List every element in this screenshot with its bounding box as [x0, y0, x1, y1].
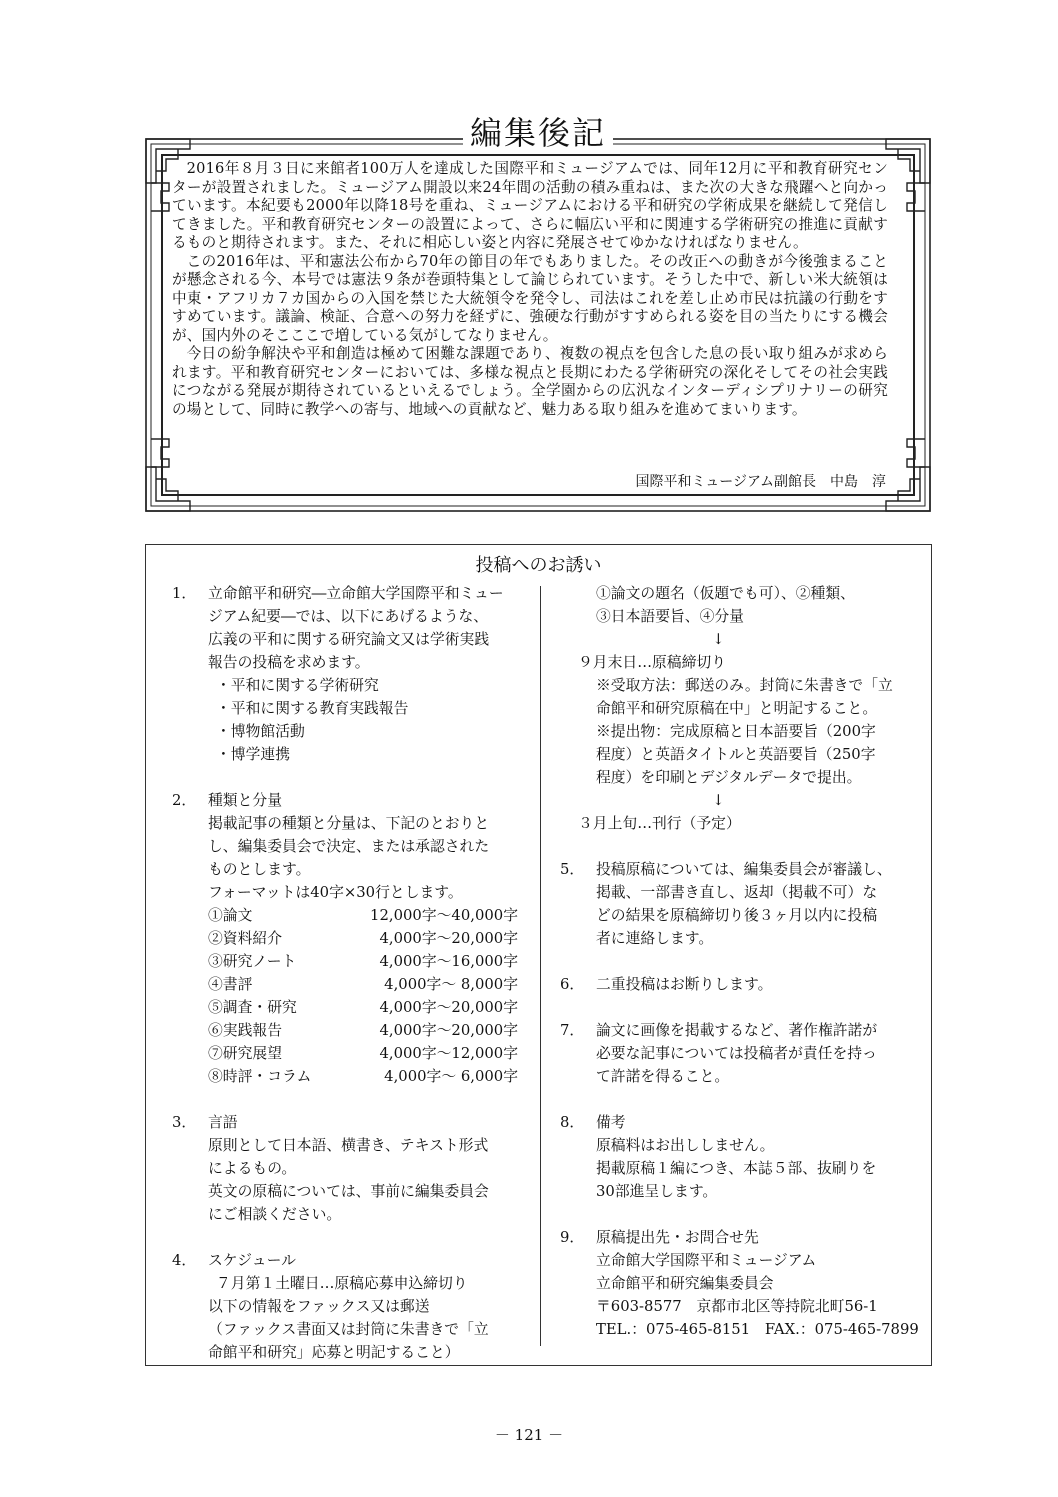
left-column [172, 582, 527, 1364]
section-number: 8． [560, 1114, 585, 1131]
schedule-publish: ３月上旬…刊行（予定） [578, 815, 741, 832]
schedule-note: ※提出物：完成原稿と日本語要旨（200字 [596, 723, 876, 740]
schedule-note: 程度）と英語タイトルと英語要旨（250字 [596, 746, 876, 763]
section-text: 者に連絡します。 [596, 930, 714, 947]
column-divider [540, 586, 541, 1346]
category-length: 4,000字～16,000字 [379, 953, 518, 970]
call-for-papers-title: 投稿へのお誘い [475, 555, 602, 576]
section-text: 以下の情報をファックス又は郵送 [208, 1298, 430, 1315]
category-name: ④書評 [208, 976, 253, 993]
afterword-paragraph: 2016年８月３日に来館者100万人を達成した国際平和ミュージアムでは、同年12月に平和教育研究センターが設置されました。ミュージアム開設以来24年間の活動の積み重ねは、また次の大きな飛躍へと向かっています。本紀要も2000年以降18号を重ね、ミュージアムにおける平和研究の学術成果を継続して発信してきました。平和教育研究センターの設置によって、さらに幅広い平和に関連する学術研究の推進に貢献するものと期待されます。また、それに相応しい姿と内容に発展させてゆかなければなりません。 [172, 160, 888, 251]
category-name: ③研究ノート [208, 953, 297, 970]
bullet-item: ・博学連携 [216, 746, 290, 763]
schedule-note: 程度）を印刷とデジタルデータで提出。 [596, 769, 862, 786]
section-8 [560, 1111, 915, 1134]
contact-line: 立命館大学国際平和ミュージアム [596, 1252, 817, 1269]
section-7 [560, 1019, 915, 1042]
section-6 [560, 973, 915, 996]
section-number: 6． [560, 976, 585, 993]
section-text: によるもの。 [208, 1160, 297, 1177]
section-9 [560, 1226, 915, 1249]
section-text: ７月第１土曜日…原稿応募申込締切り [216, 1275, 468, 1292]
section-text: 掲載記事の種類と分量は、下記のとおりと [208, 815, 490, 832]
afterword-paragraph: 今日の紛争解決や平和創造は極めて困難な課題であり、複数の視点を包含した息の長い取り組みが求められます。平和教育研究センターにおいては、多様な視点と長期にわたる学術研究の深化そしてその社会実践につながる発展が期待されているといえるでしょう。全学園からの広汎なインターディシプリナリーの研究の場として、同時に教学への寄与、地域への貢献など、魅力ある取り組みを進めてまいります。 [172, 345, 888, 418]
section-text: 30部進呈します。 [596, 1183, 718, 1200]
down-arrow-icon: ↓ [712, 631, 725, 648]
contact-line: 立命館平和研究編集委員会 [596, 1275, 774, 1292]
category-name: ⑧時評・コラム [208, 1068, 312, 1085]
afterword-signature: 国際平和ミュージアム副館長 中島 淳 [635, 474, 886, 490]
category-length: 12,000字～40,000字 [370, 907, 518, 924]
section-text: にご相談ください。 [208, 1206, 342, 1223]
afterword-title: 編集後記 [463, 112, 613, 154]
section-number: 1． [172, 585, 197, 602]
section-text: 必要な記事については投稿者が責任を持っ [596, 1045, 877, 1062]
category-row [172, 1042, 527, 1065]
category-row [172, 973, 527, 996]
bullet-item: ・博物館活動 [216, 723, 305, 740]
category-row [172, 904, 527, 927]
contact-address: 〒603-8577 京都市北区等持院北町56-1 [596, 1298, 878, 1315]
section-heading: 原稿提出先・お問合せ先 [596, 1229, 759, 1246]
schedule-note: ※受取方法：郵送のみ。封筒に朱書きで「立 [596, 677, 893, 694]
category-row [172, 927, 527, 950]
section-text: （ファックス書面又は封筒に朱書きで「立 [208, 1321, 489, 1338]
section-2 [172, 789, 527, 812]
section-text: ③日本語要旨、④分量 [596, 608, 744, 625]
right-column [560, 582, 919, 1341]
section-number: 9． [560, 1229, 585, 1246]
category-name: ⑥実践報告 [208, 1022, 282, 1039]
section-text: 原則として日本語、横書き、テキスト形式 [208, 1137, 489, 1154]
section-text: 報告の投稿を求めます。 [208, 654, 370, 671]
section-text: ものとします。 [208, 861, 311, 878]
afterword-paragraph: この2016年は、平和憲法公布から70年の節目の年でもありました。その改正への動きが今後強まることが懸念される今、本号では憲法９条が巻頭特集として論じられています。そうした中で、新しい米大統領は中東・アフリカ７カ国からの入国を禁じた大統領令を発令し、司法はこれを差し止め市民は抗議の行動をすすめています。議論、検証、合意への努力を経ずに、強硬な行動がすすめられる姿を目の当たりにする機会が、国内外のそこここで増している気がしてなりません。 [172, 252, 888, 344]
section-text: 二重投稿はお断りします。 [596, 976, 773, 993]
section-text: フォーマットは40字×30行とします。 [208, 884, 463, 901]
schedule-note: 命館平和研究原稿在中」と明記すること。 [596, 700, 878, 717]
section-text: どの結果を原稿締切り後３ヶ月以内に投稿 [596, 907, 878, 924]
section-number: 3． [172, 1114, 197, 1131]
schedule-deadline: ９月末日…原稿締切り [578, 654, 726, 671]
category-name: ⑤調査・研究 [208, 999, 297, 1016]
section-text: 掲載、一部書き直し、返却（掲載不可）な [596, 884, 878, 901]
section-text: 命館平和研究」応募と明記すること） [208, 1344, 460, 1361]
category-row [172, 1019, 527, 1042]
page-number: － 121 － [494, 1426, 564, 1444]
section-5 [560, 858, 915, 881]
afterword-body [172, 160, 888, 419]
section-text: 原稿料はお出ししません。 [596, 1137, 775, 1154]
section-1 [172, 582, 527, 605]
section-text: ジアム紀要―では、以下にあげるような、 [208, 608, 489, 625]
section-text: 立命館平和研究―立命館大学国際平和ミュー [208, 585, 504, 602]
contact-phone-fax: TEL.：075-465-8151 FAX.：075-465-7899 [596, 1321, 919, 1338]
section-number: 7． [560, 1022, 585, 1039]
section-text: て許諾を得ること。 [596, 1068, 730, 1085]
category-length: 4,000字～20,000字 [379, 930, 518, 947]
section-number: 5． [560, 861, 585, 878]
bullet-item: ・平和に関する学術研究 [216, 677, 379, 694]
section-heading: 備考 [596, 1114, 626, 1131]
down-arrow-icon: ↓ [712, 792, 725, 809]
category-length: 4,000字～ 6,000字 [384, 1068, 518, 1085]
category-length: 4,000字～ 8,000字 [384, 976, 518, 993]
category-name: ②資料紹介 [208, 930, 282, 947]
bullet-item: ・平和に関する教育実践報告 [216, 700, 409, 717]
category-row [172, 950, 527, 973]
section-text: し、編集委員会で決定、または承認された [208, 838, 490, 855]
category-length: 4,000字～20,000字 [379, 999, 518, 1016]
section-number: 2． [172, 792, 197, 809]
section-3 [172, 1111, 527, 1134]
category-name: ①論文 [208, 907, 253, 924]
section-text: 広義の平和に関する研究論文又は学術実践 [208, 631, 490, 648]
section-heading: スケジュール [208, 1252, 296, 1269]
section-text: 掲載原稿１編につき、本誌５部、抜刷りを [596, 1160, 877, 1177]
section-text: ①論文の題名（仮題でも可）、②種類、 [596, 585, 855, 602]
section-text: 論文に画像を掲載するなど、著作権許諾が [596, 1022, 878, 1039]
category-name: ⑦研究展望 [208, 1045, 282, 1062]
section-4 [172, 1249, 527, 1272]
section-text: 英文の原稿については、事前に編集委員会 [208, 1183, 489, 1200]
section-heading: 種類と分量 [208, 792, 282, 809]
category-row [172, 996, 527, 1019]
section-heading: 言語 [208, 1114, 238, 1131]
section-number: 4． [172, 1252, 197, 1269]
category-row [172, 1065, 527, 1088]
section-text: 投稿原稿については、編集委員会が審議し、 [596, 861, 892, 878]
category-length: 4,000字～20,000字 [379, 1022, 518, 1039]
category-length: 4,000字～12,000字 [379, 1045, 518, 1062]
